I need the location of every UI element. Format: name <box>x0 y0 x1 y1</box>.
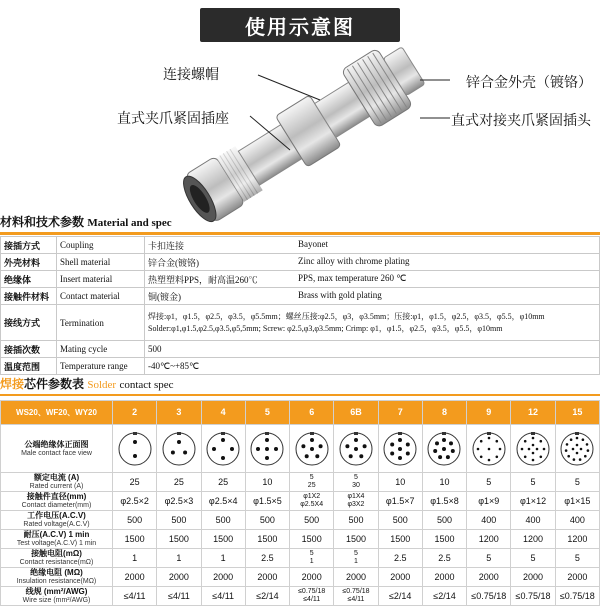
contacts-title <box>0 375 600 393</box>
face-view-6B <box>334 425 378 473</box>
callout-plug: 直式对接夹爪紧固插头 <box>451 112 591 128</box>
row-value: 热塑塑料PPS，耐高温260℃ PPS, max temperature 260 ℃ <box>145 271 600 288</box>
row-label: 额定电流 (A) Rated current (A) <box>1 473 113 492</box>
contacts-title-zh-a: 焊接 <box>0 377 25 391</box>
table-row <box>1 492 600 511</box>
cell-value: φ1×12 <box>511 492 555 511</box>
series-label: WS20、WF20、WY20 <box>1 401 113 425</box>
pin-count-5: 5 <box>245 401 289 425</box>
contact-face-icon <box>515 431 551 467</box>
contact-face-icon <box>117 431 153 467</box>
cell-value: 1200 <box>467 530 511 549</box>
materials-title-zh: 材料和技术参数 <box>0 215 85 229</box>
cell-value: 500 <box>157 511 201 530</box>
cell-value: φ1×9 <box>467 492 511 511</box>
cell-value: 2000 <box>245 568 289 587</box>
cell-value: 2000 <box>467 568 511 587</box>
cell-value: ≤4/11 <box>113 587 157 606</box>
row-label-en: Mating cycle <box>57 341 145 358</box>
face-view-3 <box>157 425 201 473</box>
cell-value: φ1.5×8 <box>422 492 466 511</box>
contact-face-icon <box>294 431 330 467</box>
cell-value: 5 <box>511 473 555 492</box>
contacts-title-en-b: contact spec <box>119 379 174 391</box>
cell-value: 1500 <box>290 530 334 549</box>
callout-shell: 锌合金外壳（镀铬） <box>466 74 592 90</box>
cell-value: φ1×15 <box>555 492 599 511</box>
row-label-zh: 接触件材料 <box>1 288 57 305</box>
cell-value: 1500 <box>422 530 466 549</box>
row-value: 焊接:φ1，φ1.5，φ2.5，φ3.5，φ5.5mm；螺丝压接:φ2.5，φ3，φ3.5mm；压接:φ1，φ1.5，φ2.5，φ3.5，φ5.5，φ10mm Solder:φ1,φ1.5,φ2.5,φ3.5,φ5,5mm; Screw: φ2.5,φ3,φ3.5mm; Crimp: φ1，φ1.5，φ2.5，φ3.5，φ5.5，φ10mm <box>145 305 600 341</box>
cell-value: 5 25 <box>290 473 334 492</box>
table-row <box>1 568 600 587</box>
cell-value: φ2.5×2 <box>113 492 157 511</box>
cell-value: ≤0.75/18 ≤4/11 <box>334 587 378 606</box>
cell-value: 2.5 <box>378 549 422 568</box>
materials-rule <box>0 232 600 235</box>
cell-value: 1 <box>157 549 201 568</box>
row-label-en: Coupling <box>57 237 145 254</box>
cell-value: 1 <box>201 549 245 568</box>
cell-value: 10 <box>245 473 289 492</box>
row-value: 500 <box>145 341 600 358</box>
contact-face-icon <box>559 431 595 467</box>
row-label-zh: 外壳材料 <box>1 254 57 271</box>
cell-value: 2000 <box>555 568 599 587</box>
cell-value: φ2.5×3 <box>157 492 201 511</box>
cell-value: 2000 <box>378 568 422 587</box>
cell-value: 2.5 <box>245 549 289 568</box>
table-row <box>1 358 600 375</box>
face-view-6 <box>290 425 334 473</box>
cell-value: 1500 <box>201 530 245 549</box>
face-view-8 <box>422 425 466 473</box>
cell-value: 2000 <box>511 568 555 587</box>
cell-value: 2000 <box>422 568 466 587</box>
cell-value: 25 <box>201 473 245 492</box>
row-value: 卡扣连接 Bayonet <box>145 237 600 254</box>
contact-face-icon <box>471 431 507 467</box>
cell-value: 5 <box>511 549 555 568</box>
cell-value: φ1.5×5 <box>245 492 289 511</box>
callout-nut: 连接螺帽 <box>163 66 219 82</box>
contacts-title-en-a: Solder <box>87 379 117 391</box>
row-value: -40℃~+85℃ <box>145 358 600 375</box>
cell-value: 1200 <box>511 530 555 549</box>
row-label: 接触电阻(mΩ) Contact resistance(mΩ) <box>1 549 113 568</box>
row-label-en: Shell material <box>57 254 145 271</box>
table-row <box>1 549 600 568</box>
cell-value: 5 1 <box>334 549 378 568</box>
banner <box>200 8 400 42</box>
pin-count-6: 6 <box>290 401 334 425</box>
cell-value: 25 <box>113 473 157 492</box>
contacts-table <box>0 400 600 606</box>
pin-count-7: 7 <box>378 401 422 425</box>
contact-face-icon <box>205 431 241 467</box>
row-value: 铜(镀金) Brass with gold plating <box>145 288 600 305</box>
cell-value: ≤2/14 <box>378 587 422 606</box>
table-row <box>1 271 600 288</box>
face-row <box>1 425 600 473</box>
pin-count-3: 3 <box>157 401 201 425</box>
contact-face-icon <box>426 431 462 467</box>
table-row <box>1 254 600 271</box>
cell-value: 2000 <box>113 568 157 587</box>
cell-value: 1 <box>113 549 157 568</box>
contacts-rule <box>0 394 600 396</box>
contact-face-icon <box>338 431 374 467</box>
table-row <box>1 587 600 606</box>
materials-title-en: Material and spec <box>87 217 172 229</box>
table-row <box>1 530 600 549</box>
cell-value: 1500 <box>245 530 289 549</box>
cell-value: 5 <box>555 549 599 568</box>
materials-table <box>0 236 600 375</box>
cell-value: ≤2/14 <box>245 587 289 606</box>
pin-count-12: 12 <box>511 401 555 425</box>
cell-value: 5 30 <box>334 473 378 492</box>
table-row <box>1 288 600 305</box>
cell-value: 400 <box>511 511 555 530</box>
cell-value: 1500 <box>378 530 422 549</box>
table-row <box>1 341 600 358</box>
cell-value: φ2.5×4 <box>201 492 245 511</box>
row-label-en: Contact material <box>57 288 145 305</box>
cell-value: 2000 <box>157 568 201 587</box>
row-label-en: Termination <box>57 305 145 341</box>
cell-value: 500 <box>334 511 378 530</box>
contacts-title-zh-b: 芯件参数表 <box>24 377 85 391</box>
face-view-9 <box>467 425 511 473</box>
banner-title: 使用示意图 <box>245 16 355 39</box>
cell-value: 400 <box>555 511 599 530</box>
cell-value: φ1X2 φ2.5X4 <box>290 492 334 511</box>
cell-value: ≤2/14 <box>422 587 466 606</box>
row-label: 耐压(A.C.V) 1 min Test voltage(A.C.V) 1 min <box>1 530 113 549</box>
cell-value: 2000 <box>290 568 334 587</box>
face-view-12 <box>511 425 555 473</box>
row-label: 线规 (mm²/AWG) Wire size (mm²/AWG) <box>1 587 113 606</box>
face-view-4 <box>201 425 245 473</box>
cell-value: 5 <box>467 549 511 568</box>
cell-value: 25 <box>157 473 201 492</box>
cell-value: 1200 <box>555 530 599 549</box>
face-view-7 <box>378 425 422 473</box>
face-view-15 <box>555 425 599 473</box>
row-label: 接触件直径(mm) Contact diameter(mm) <box>1 492 113 511</box>
cell-value: ≤4/11 <box>157 587 201 606</box>
face-view-2 <box>113 425 157 473</box>
cell-value: 400 <box>467 511 511 530</box>
table-row <box>1 305 600 341</box>
cell-value: ≤0.75/18 <box>467 587 511 606</box>
row-label-zh: 绝缘体 <box>1 271 57 288</box>
row-label-en: Temperature range <box>57 358 145 375</box>
face-label: 公端绝缘体正面图 Male contact face view <box>1 425 113 473</box>
callout-socket: 直式夹爪紧固插座 <box>117 110 229 126</box>
pin-count-6B: 6B <box>334 401 378 425</box>
cell-value: 10 <box>378 473 422 492</box>
row-label: 工作电压(A.C.V) Rated voltage(A.C.V) <box>1 511 113 530</box>
cell-value: 500 <box>378 511 422 530</box>
cell-value: 5 <box>467 473 511 492</box>
cell-value: 2000 <box>201 568 245 587</box>
row-label-zh: 接线方式 <box>1 305 57 341</box>
table-row <box>1 237 600 254</box>
cell-value: 500 <box>422 511 466 530</box>
cell-value: 500 <box>201 511 245 530</box>
cell-value: 5 1 <box>290 549 334 568</box>
pin-count-4: 4 <box>201 401 245 425</box>
cell-value: 1500 <box>157 530 201 549</box>
cell-value: 500 <box>245 511 289 530</box>
cell-value: φ1.5×7 <box>378 492 422 511</box>
row-label-zh: 温度范围 <box>1 358 57 375</box>
pin-count-8: 8 <box>422 401 466 425</box>
cell-value: 5 <box>555 473 599 492</box>
cell-value: 2.5 <box>422 549 466 568</box>
table-row <box>1 473 600 492</box>
contact-face-icon <box>161 431 197 467</box>
cell-value: 10 <box>422 473 466 492</box>
cell-value: 500 <box>290 511 334 530</box>
table-row <box>1 511 600 530</box>
cell-value: 500 <box>113 511 157 530</box>
row-value: 锌合金(镀铬) Zinc alloy with chrome plating <box>145 254 600 271</box>
row-label: 绝缘电阻 (MΩ) Insulation resistance(MΩ) <box>1 568 113 587</box>
cell-value: 1500 <box>113 530 157 549</box>
face-view-5 <box>245 425 289 473</box>
row-label-zh: 接插次数 <box>1 341 57 358</box>
cell-value: ≤0.75/18 ≤4/11 <box>290 587 334 606</box>
contact-face-icon <box>249 431 285 467</box>
row-label-en: Insert material <box>57 271 145 288</box>
table-header-row <box>1 401 600 425</box>
row-label-zh: 接插方式 <box>1 237 57 254</box>
cell-value: ≤0.75/18 <box>555 587 599 606</box>
pin-count-15: 15 <box>555 401 599 425</box>
contact-face-icon <box>382 431 418 467</box>
materials-title <box>0 213 600 231</box>
pin-count-2: 2 <box>113 401 157 425</box>
pin-count-9: 9 <box>467 401 511 425</box>
cell-value: ≤0.75/18 <box>511 587 555 606</box>
cell-value: φ1X4 φ3X2 <box>334 492 378 511</box>
cell-value: 1500 <box>334 530 378 549</box>
cell-value: 2000 <box>334 568 378 587</box>
cell-value: ≤4/11 <box>201 587 245 606</box>
